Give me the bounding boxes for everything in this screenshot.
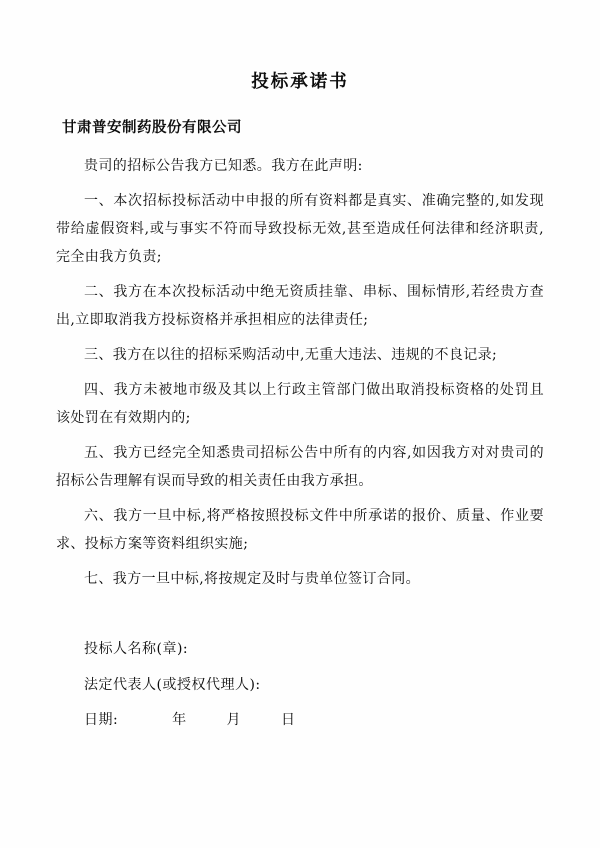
date-line	[56, 706, 544, 735]
bidder-name-label: 投标人名称(章):	[84, 641, 189, 658]
date-day-unit: 日	[280, 712, 296, 729]
clause-4: 四、我方未被地市级及其以上行政主管部门做出取消投标资格的处罚且该处罚在有效期内的;	[56, 382, 544, 427]
clause-3: 三、我方在以往的招标采购活动中,无重大违法、违规的不良记录;	[84, 347, 498, 364]
date-month-unit: 月	[226, 712, 242, 729]
clause-6: 六、我方一旦中标,将严格按照投标文件中所承诺的报价、质量、作业要求、投标方案等资料组织实施;	[56, 508, 544, 553]
page-title: 投标承诺书	[251, 72, 349, 92]
intro-paragraph: 贵司的招标公告我方已知悉。我方在此声明:	[84, 158, 363, 175]
clause-1: 一、本次招标投标活动中申报的所有资料都是真实、准确完整的,如发现带给虚假资料,或与事实不符而导致投标无效,甚至造成任何法律和经济职责,完全由我方负责;	[56, 193, 544, 266]
signature-block	[56, 635, 544, 735]
clause-5: 五、我方已经完全知悉贵司招标公告中所有的内容,如因我方对对贵司的招标公告理解有误而导致的相关责任由我方承担。	[56, 445, 544, 490]
legal-representative-label: 法定代表人(或授权代理人):	[84, 676, 261, 693]
date-label: 日期:	[84, 712, 119, 729]
date-year-unit: 年	[172, 712, 187, 729]
clause-7: 七、我方一旦中标,将按规定及时与贵单位签订合同。	[84, 571, 421, 588]
clause-2: 二、我方在本次投标活动中绝无资质挂靠、串标、围标情形,若经贵方查出,立即取消我方投标资格并承担相应的法律责任;	[56, 284, 544, 329]
company-name: 甘肃普安制药股份有限公司	[62, 118, 242, 136]
